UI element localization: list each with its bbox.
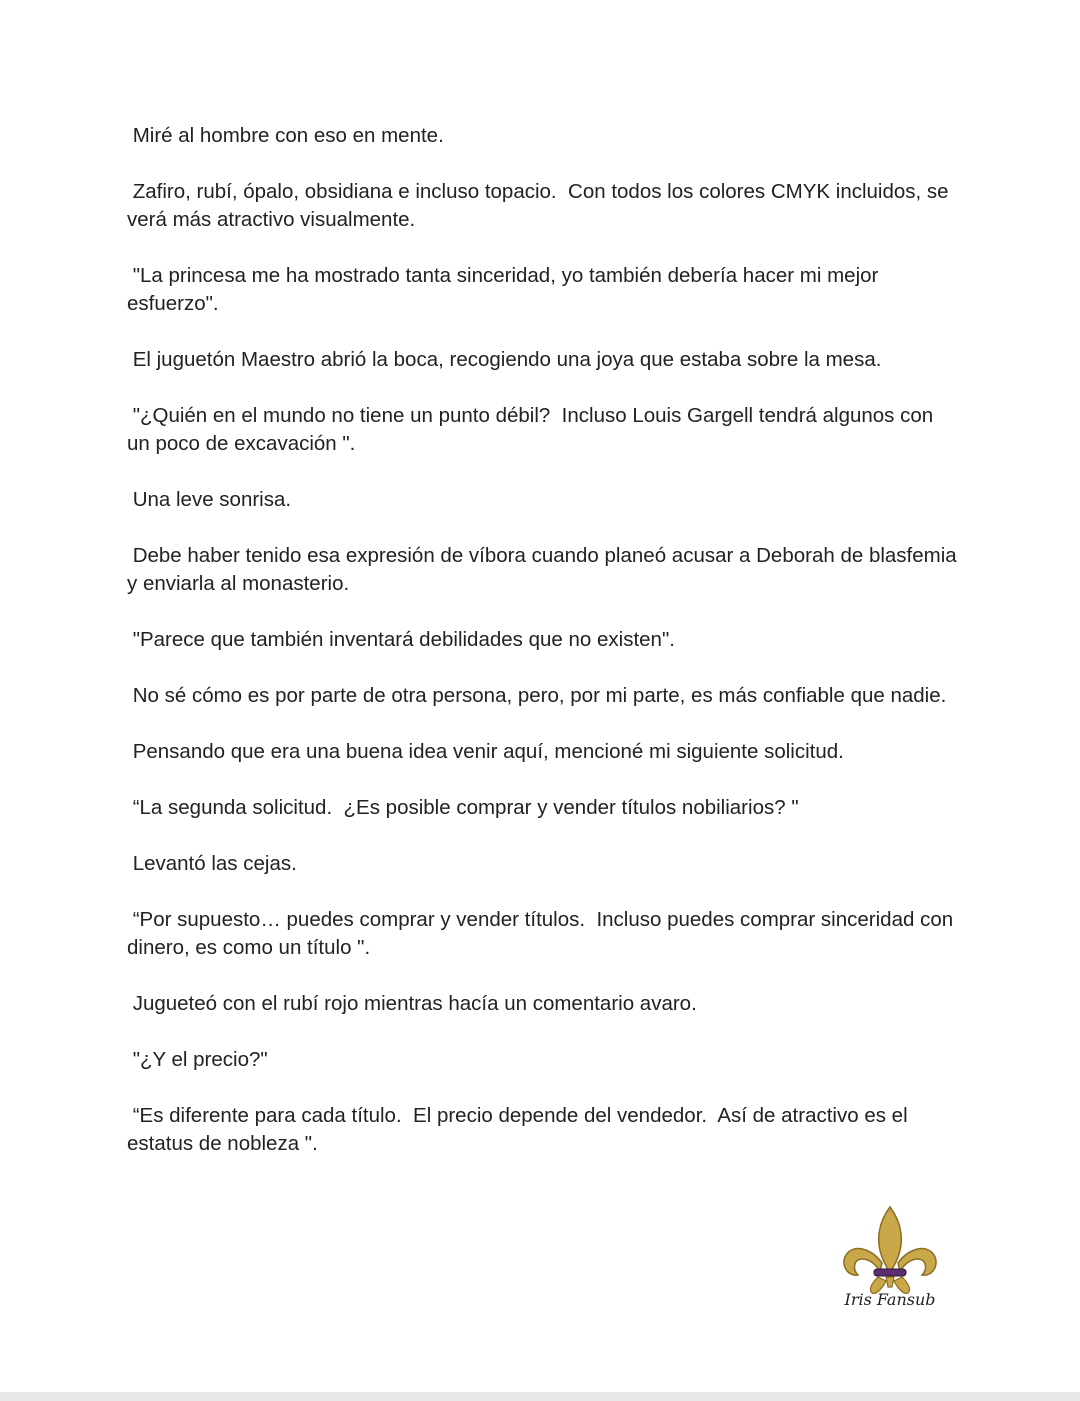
page-bottom-edge <box>0 1392 1080 1401</box>
paragraph: "¿Y el precio?" <box>127 1048 268 1071</box>
paragraph: El juguetón Maestro abrió la boca, recogiendo una joya que estaba sobre la mesa. <box>127 348 882 371</box>
paragraph: "Parece que también inventará debilidades que no existen". <box>127 628 675 651</box>
paragraph: Una leve sonrisa. <box>127 488 292 511</box>
paragraph: Jugueteó con el rubí rojo mientras hacía un comentario avaro. <box>127 992 697 1015</box>
paragraph: “La segunda solicitud. ¿Es posible comprar y vender títulos nobiliarios? " <box>127 796 799 819</box>
paragraph: Zafiro, rubí, ópalo, obsidiana e incluso topacio. Con todos los colores CMYK incluidos, se verá más atractivo visualmente. <box>127 180 955 231</box>
paragraph: Debe haber tenido esa expresión de víbora cuando planeó acusar a Deborah de blasfemia y enviarla al monasterio. <box>127 544 963 595</box>
document-body <box>127 122 963 1186</box>
paragraph: No sé cómo es por parte de otra persona, pero, por mi parte, es más confiable que nadie. <box>127 684 947 707</box>
paragraph: “Es diferente para cada título. El precio depende del vendedor. Así de atractivo es el estatus de nobleza ". <box>127 1104 914 1155</box>
paragraph: Miré al hombre con eso en mente. <box>127 124 444 147</box>
paragraph: "¿Quién en el mundo no tiene un punto débil? Incluso Louis Gargell tendrá algunos con un poco de excavación ". <box>127 404 939 455</box>
paragraph: “Por supuesto… puedes comprar y vender títulos. Incluso puedes comprar sinceridad con dinero, es como un título ". <box>127 908 959 959</box>
paragraph: Pensando que era una buena idea venir aquí, mencioné mi siguiente solicitud. <box>127 740 844 763</box>
logo-caption: Iris Fansub <box>844 1290 936 1309</box>
paragraph: Levantó las cejas. <box>127 852 297 875</box>
paragraph: "La princesa me ha mostrado tanta sinceridad, yo también debería hacer mi mejor esfuerzo". <box>127 264 885 315</box>
